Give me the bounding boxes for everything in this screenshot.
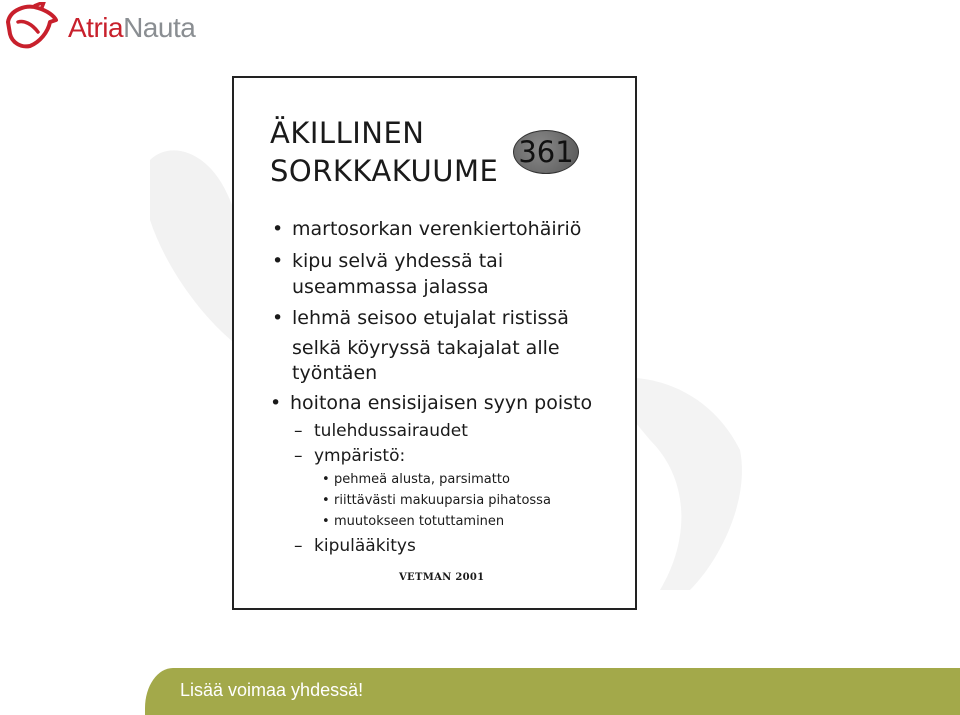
- bullet-list: [234, 78, 635, 608]
- list-item: [270, 392, 593, 414]
- bullet-marker: •: [322, 514, 330, 529]
- list-item: [294, 536, 416, 556]
- list-item-text: riittävästi makuuparsia pihatossa: [334, 493, 551, 508]
- dash-marker: –: [294, 421, 303, 441]
- bullet-marker: •: [272, 307, 284, 329]
- logo-text-nauta: Nauta: [123, 12, 196, 43]
- bullet-marker: •: [322, 493, 330, 508]
- cow-head-icon: [4, 2, 64, 52]
- bullet-marker: •: [270, 392, 282, 414]
- list-item-text: selkä köyryssä takajalat alle: [292, 337, 560, 359]
- list-item-text: muutokseen totuttaminen: [334, 514, 505, 529]
- list-item-text: martosorkan verenkiertohäiriö: [292, 218, 582, 240]
- list-item: [292, 276, 489, 298]
- signature-text: VETMAN 2001: [399, 572, 485, 583]
- bullet-marker: •: [322, 472, 330, 487]
- list-item-text: lehmä seisoo etujalat ristissä: [292, 307, 569, 329]
- logo-text-atria: Atria: [68, 12, 124, 43]
- page-number-badge: 361: [513, 130, 579, 174]
- list-item-text: useammassa jalassa: [292, 276, 489, 298]
- list-item-text: pehmeä alusta, parsimatto: [334, 472, 510, 487]
- dash-marker: –: [294, 446, 303, 466]
- list-item: [294, 446, 406, 466]
- list-item: [272, 218, 582, 240]
- list-item: [294, 421, 468, 441]
- page-title: ÄKILLINEN SORKKAKUUME: [270, 116, 499, 188]
- dash-marker: –: [294, 536, 303, 556]
- list-item: [292, 362, 377, 384]
- list-item: [272, 307, 569, 329]
- list-item-text: tulehdussairaudet: [314, 421, 468, 441]
- list-item-text: kipulääkitys: [314, 536, 416, 556]
- list-item-text: kipu selvä yhdessä tai: [292, 250, 504, 272]
- list-item: [322, 514, 505, 529]
- bullet-marker: •: [272, 250, 284, 272]
- list-item: [292, 337, 560, 359]
- list-item-text: hoitona ensisijaisen syyn poisto: [290, 392, 593, 414]
- list-item: [322, 472, 510, 487]
- list-item-text: työntäen: [292, 362, 378, 384]
- list-item-text: ympäristö:: [314, 446, 406, 466]
- atrianauta-logo: [4, 2, 194, 52]
- scanned-page: [232, 76, 637, 610]
- footer-slogan: Lisää voimaa yhdessä!: [180, 680, 364, 700]
- logo-wordmark: [68, 12, 195, 44]
- list-item: [322, 493, 551, 508]
- bullet-marker: •: [272, 218, 284, 240]
- list-item: [272, 250, 504, 272]
